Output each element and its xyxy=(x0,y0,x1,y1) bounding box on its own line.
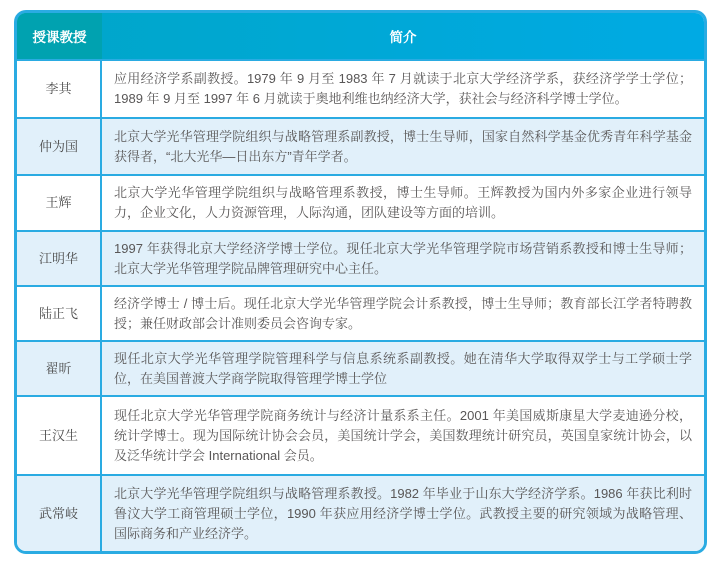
table-row xyxy=(17,59,704,117)
professor-bio-text: 经济学博士 / 博士后。现任北京大学光华管理学院会计系教授，博士生导师；教育部长江学者特聘教授；兼任财政部会计准则委员会咨询专家。 xyxy=(114,295,692,331)
professors-table xyxy=(14,10,707,554)
header-cell-professor: 授课教授 xyxy=(17,13,102,59)
professor-bio-cell xyxy=(102,476,704,551)
professor-bio-text: 北京大学光华管理学院组织与战略管理系教授。1982 年毕业于山东大学经济学系。1986 年获比利时鲁汶大学工商管理硕士学位，1990 年获应用经济学博士学位。武教授主要的研究领域为战略管理、国际商务和产业经济学。 xyxy=(114,485,692,541)
professor-name-cell: 仲为国 xyxy=(17,119,102,174)
professor-bio-cell xyxy=(102,119,704,174)
table-row xyxy=(17,117,704,174)
professor-name-cell: 江明华 xyxy=(17,232,102,285)
professor-bio-cell xyxy=(102,287,704,340)
table-row xyxy=(17,285,704,340)
professor-name-cell: 王辉 xyxy=(17,176,102,230)
professor-bio-cell xyxy=(102,176,704,230)
table-row xyxy=(17,395,704,474)
professor-bio-cell xyxy=(102,397,704,474)
professor-bio-cell xyxy=(102,232,704,285)
table-row xyxy=(17,474,704,551)
table-body xyxy=(17,59,704,551)
professor-bio-cell xyxy=(102,61,704,117)
professor-bio-cell xyxy=(102,342,704,395)
professor-name-cell: 翟昕 xyxy=(17,342,102,395)
professor-name-cell: 李其 xyxy=(17,61,102,117)
professor-name-cell: 王汉生 xyxy=(17,397,102,474)
table-header-row xyxy=(17,13,704,59)
professor-bio-text: 现任北京大学光华管理学院管理科学与信息系统系副教授。她在清华大学取得双学士与工学硕士学位，在美国普渡大学商学院取得管理学博士学位 xyxy=(114,350,692,386)
professor-name-cell: 武常岐 xyxy=(17,476,102,551)
professor-bio-text: 北京大学光华管理学院组织与战略管理系副教授，博士生导师，国家自然科学基金优秀青年科学基金获得者，“北大光华—日出东方”青年学者。 xyxy=(114,128,692,164)
professor-bio-text: 1997 年获得北京大学经济学博士学位。现任北京大学光华管理学院市场营销系教授和博士生导师；北京大学光华管理学院品牌管理研究中心主任。 xyxy=(114,240,692,276)
professor-name-cell: 陆正飞 xyxy=(17,287,102,340)
header-cell-intro: 简介 xyxy=(389,30,417,45)
professor-bio-text: 应用经济学系副教授。1979 年 9 月至 1983 年 7 月就读于北京大学经济学系，获经济学学士学位；1989 年 9 月至 1997 年 6 月就读于奥地利维也纳经济大学，获社会与经济科学博士学位。 xyxy=(114,71,692,106)
professor-bio-text: 现任北京大学光华管理学院商务统计与经济计量系系主任。2001 年美国威斯康星大学麦迪逊分校，统计学博士。现为国际统计协会会员，美国统计学会，美国数理统计研究员，英国皇家统计协会，以及泛华统计学会 International 会员。 xyxy=(114,407,692,463)
table-row xyxy=(17,174,704,230)
table-row xyxy=(17,230,704,285)
table-row xyxy=(17,340,704,395)
professor-bio-text: 北京大学光华管理学院组织与战略管理系教授，博士生导师。王辉教授为国内外多家企业进行领导力，企业文化，人力资源管理，人际沟通，团队建设等方面的培训。 xyxy=(114,185,692,220)
